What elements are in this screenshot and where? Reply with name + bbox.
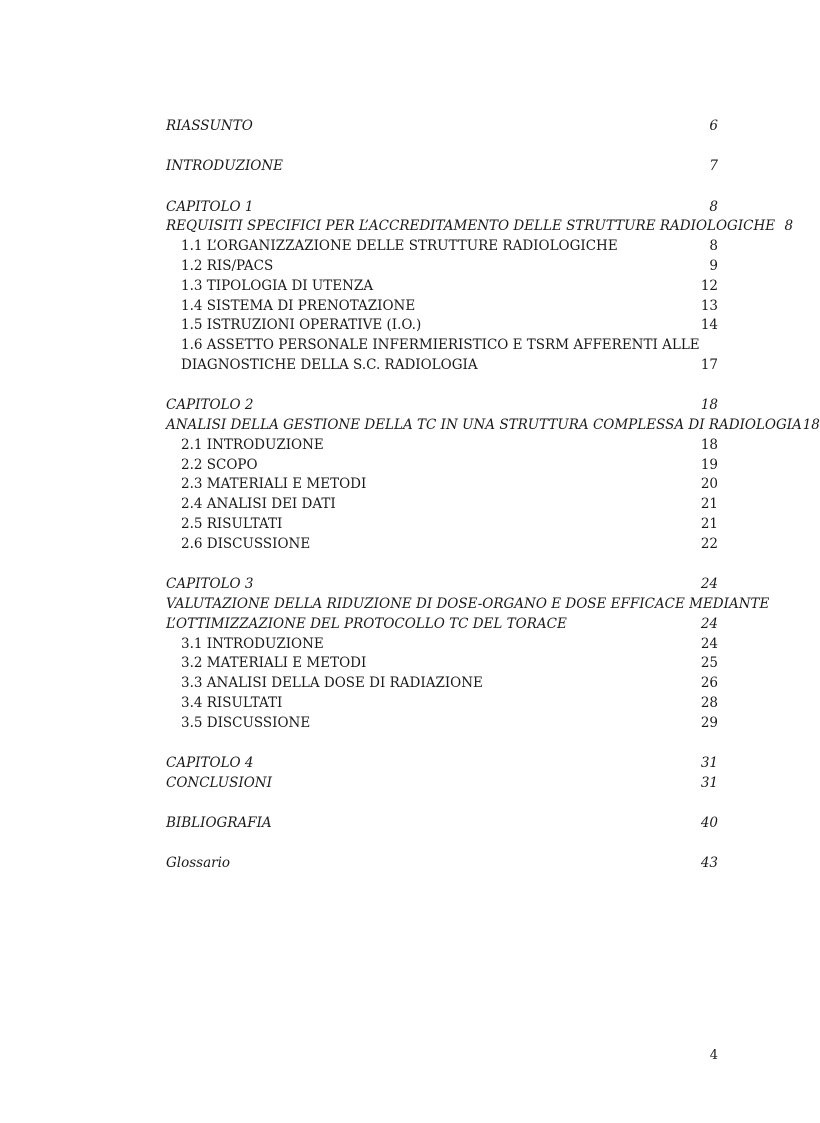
toc-section-2-2[interactable] [166,456,718,476]
toc-entry-bibliografia[interactable] [166,814,718,834]
toc-section-title: 2.1 INTRODUZIONE [181,436,324,453]
toc-entry-page: 26 [700,675,718,692]
toc-chapter-4[interactable] [166,754,718,774]
toc-entry-page: 13 [700,297,718,314]
toc-chapter-heading: REQUISITI SPECIFICI PER L’ACCREDITAMENTO DELLE STRUTTURE RADIOLOGICHE [166,218,776,235]
toc-entry-introduzione[interactable] [166,157,718,177]
toc-section-title: 1.5 ISTRUZIONI OPERATIVE (I.O.) [181,317,422,334]
toc-entry-title: INTRODUZIONE [166,158,284,175]
toc-entry-page: 31 [700,755,718,772]
toc-chapter-4-heading[interactable] [166,774,718,794]
toc-entry-page: 12 [700,277,718,294]
toc-section-2-5[interactable] [166,515,718,535]
toc-section-title-cont: DIAGNOSTICHE DELLA S.C. RADIOLOGIA [181,356,478,373]
toc-section-title: 2.4 ANALISI DEI DATI [181,496,336,513]
toc-entry-page: 19 [700,456,718,473]
toc-section-title: 2.2 SCOPO [181,456,258,473]
toc-entry-page: 14 [700,317,718,334]
toc-chapter-heading: CONCLUSIONI [166,774,272,791]
toc-section-3-5[interactable] [166,714,718,734]
toc-section-1-2[interactable] [166,257,718,277]
toc-section-3-1[interactable] [166,635,718,655]
toc-entry-page: 18 [700,397,718,414]
toc-section-1-6[interactable] [166,336,718,356]
toc-entry-page: 22 [700,535,718,552]
toc-section-title: 1.6 ASSETTO PERSONALE INFERMIERISTICO E TSRM AFFERENTI ALLE [181,337,700,354]
toc-chapter-heading-cont: L’OTTIMIZZAZIONE DEL PROTOCOLLO TC DEL TORACE [166,615,567,632]
toc-entry-page: 17 [700,356,718,373]
toc-section-1-4[interactable] [166,297,718,317]
toc-section-title: 3.3 ANALISI DELLA DOSE DI RADIAZIONE [181,675,483,692]
toc-section-3-2[interactable] [166,654,718,674]
toc-entry-page: 6 [709,118,718,134]
toc-entry-page: 28 [700,694,718,711]
toc-entry-page: 24 [700,615,718,632]
toc-section-1-6-cont[interactable] [166,356,718,376]
toc-section-2-3[interactable] [166,475,718,495]
page-number: 4 [709,1048,718,1063]
toc-entry-page: 8 [784,218,794,235]
toc-section-title: 3.2 MATERIALI E METODI [181,655,367,672]
toc-chapter-2-heading[interactable] [166,416,820,436]
toc-chapter-title: CAPITOLO 4 [166,755,254,772]
toc-chapter-3[interactable] [166,575,718,595]
toc-section-title: 2.5 RISULTATI [181,516,283,533]
toc-entry-page: 20 [700,476,718,493]
toc-chapter-3-heading[interactable] [166,595,770,615]
toc-entry-page: 7 [709,158,718,175]
toc-entry-page: 18 [802,417,820,434]
toc-section-2-6[interactable] [166,535,718,555]
toc-entry-page: 24 [700,635,718,652]
toc-section-1-3[interactable] [166,277,718,297]
toc-section-2-1[interactable] [166,436,718,456]
toc-section-1-1[interactable] [166,237,718,257]
toc-entry-page: 31 [700,774,718,791]
table-of-contents [166,117,820,874]
toc-entry-title: Glossario [166,855,231,872]
toc-entry-page: 24 [700,576,718,593]
toc-section-3-4[interactable] [166,694,718,714]
toc-entry-page: 29 [700,714,718,731]
toc-entry-page: 18 [700,436,718,453]
toc-chapter-heading: ANALISI DELLA GESTIONE DELLA TC IN UNA STRUTTURA COMPLESSA DI RADIOLOGIA [166,417,802,434]
toc-entry-page: 21 [700,496,718,513]
toc-section-title: 2.3 MATERIALI E METODI [181,476,367,493]
toc-section-3-3[interactable] [166,674,718,694]
toc-entry-title: RIASSUNTO [166,118,253,134]
toc-section-title: 3.5 DISCUSSIONE [181,714,311,731]
toc-entry-page: 40 [700,815,718,832]
toc-section-title: 1.4 SISTEMA DI PRENOTAZIONE [181,297,416,314]
toc-entry-page: 43 [700,855,718,872]
toc-section-title: 1.2 RIS/PACS [181,257,274,274]
toc-chapter-1-heading[interactable] [166,217,794,237]
toc-section-2-4[interactable] [166,495,718,515]
toc-section-1-5[interactable] [166,316,718,336]
toc-entry-page: 8 [709,198,718,215]
toc-section-title: 3.4 RISULTATI [181,694,283,711]
toc-section-title: 3.1 INTRODUZIONE [181,635,324,652]
toc-entry-page: 25 [700,655,718,672]
toc-entry-page: 8 [709,238,718,255]
toc-chapter-3-heading-cont[interactable] [166,615,718,635]
toc-chapter-1[interactable] [166,198,718,218]
toc-chapter-heading: VALUTAZIONE DELLA RIDUZIONE DI DOSE-ORGANO E DOSE EFFICACE MEDIANTE [166,595,770,612]
toc-chapter-title: CAPITOLO 1 [166,198,254,215]
toc-entry-glossario[interactable] [166,854,718,874]
toc-entry-page: 9 [709,257,718,274]
toc-chapter-title: CAPITOLO 2 [166,397,254,414]
toc-chapter-2[interactable] [166,396,718,416]
toc-entry-page: 21 [700,516,718,533]
toc-section-title: 1.1 L’ORGANIZZAZIONE DELLE STRUTTURE RADIOLOGICHE [181,238,618,255]
toc-chapter-title: CAPITOLO 3 [166,576,254,593]
toc-entry-riassunto[interactable] [166,117,718,137]
toc-entry-title: BIBLIOGRAFIA [166,815,272,832]
toc-section-title: 1.3 TIPOLOGIA DI UTENZA [181,277,374,294]
toc-section-title: 2.6 DISCUSSIONE [181,535,311,552]
